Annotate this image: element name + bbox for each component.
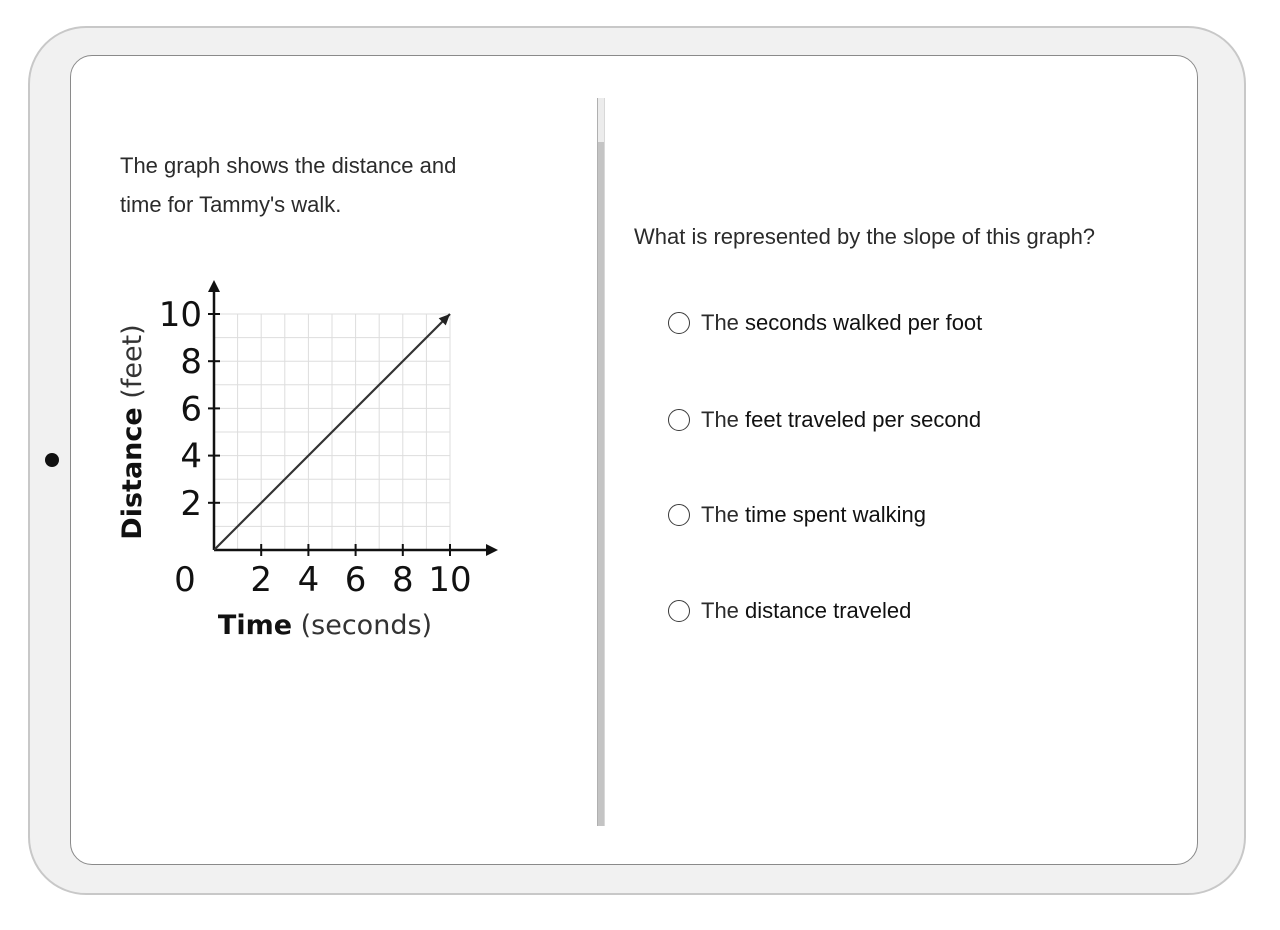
option-prefix: The [701,310,746,335]
answer-option-3[interactable] [668,498,926,532]
y-tick-label: 8 [180,342,202,383]
y-axis-title-bold: Distance [117,407,148,540]
chart-svg [111,271,511,641]
origin-label: 0 [174,560,196,600]
radio-button[interactable] [668,600,690,622]
option-label[interactable] [701,407,981,433]
option-label[interactable] [701,310,982,336]
option-body: distance traveled [745,598,912,623]
y-tick-label: 10 [158,295,202,335]
answer-option-4[interactable] [668,594,911,628]
y-tick-label: 6 [180,389,202,430]
y-tick-label: 2 [180,483,202,524]
option-label[interactable] [701,598,911,624]
option-body: feet traveled per second [745,407,982,432]
answer-option-2[interactable] [668,403,981,437]
radio-button[interactable] [668,409,690,431]
passage-text [120,146,540,224]
x-axis-arrow [486,544,498,556]
radio-button[interactable] [668,312,690,334]
passage-line-2: time for Tammy's walk. [120,192,342,217]
option-body: time spent walking [745,502,927,527]
x-tick-label: 10 [428,560,472,600]
y-tick-label: 4 [180,436,202,477]
radio-button[interactable] [668,504,690,526]
x-axis-title [218,610,432,641]
y-axis-title-unit: (feet) [117,324,148,408]
x-axis-title-bold: Time [217,610,293,641]
x-tick-label: 4 [297,560,320,600]
divider-handle[interactable] [598,98,604,142]
option-prefix: The [701,502,746,527]
question-text: What is represented by the slope of this graph? [634,224,1096,249]
y-axis-title [117,324,148,539]
option-prefix: The [701,598,746,623]
screen [70,55,1198,865]
option-label[interactable] [701,502,926,528]
x-tick-label: 2 [250,560,273,600]
y-axis-arrow [208,280,220,292]
home-button[interactable] [45,453,59,467]
x-axis-title-unit: (seconds) [292,610,433,641]
option-body: seconds walked per foot [745,310,983,335]
pane-divider[interactable] [597,98,605,826]
option-prefix: The [701,407,746,432]
passage-line-1: The graph shows the distance and [120,153,457,178]
answer-option-1[interactable] [668,306,982,340]
x-tick-label: 8 [391,560,414,600]
x-tick-label: 6 [344,560,367,600]
distance-time-graph [111,271,511,641]
